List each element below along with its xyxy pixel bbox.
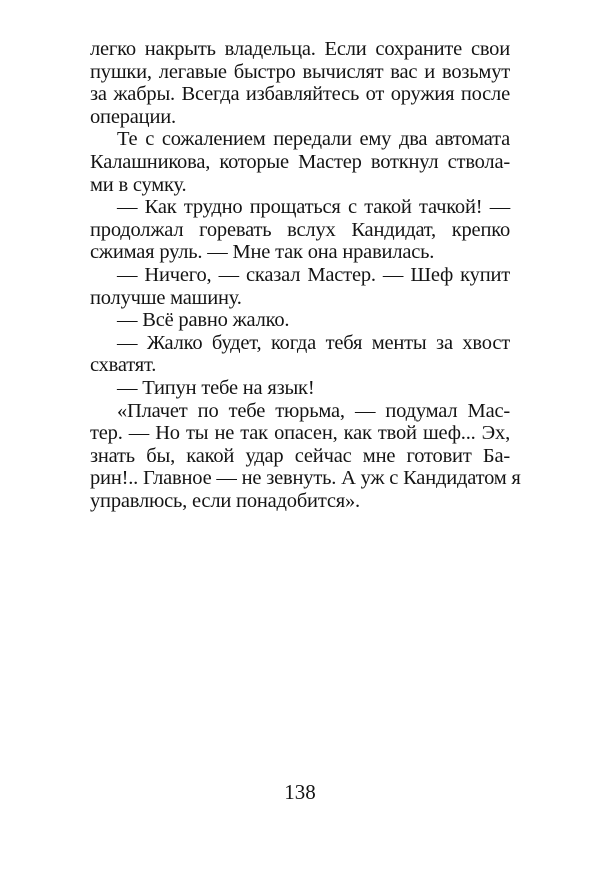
page-number: 138 (284, 780, 316, 804)
text-line: легко накрыть владельца. Если сохраните свои (90, 38, 510, 60)
body-text (90, 38, 521, 512)
text-line: знать бы, какой удар сейчас мне готовит Ба- (90, 444, 510, 467)
text-line: тер. — Но ты не так опасен, как твой шеф... Эх, (90, 422, 510, 445)
text-line: — Ничего, — сказал Мастер. — Шеф купит (117, 263, 510, 286)
text-line: — Жалко будет, когда тебя менты за хвост (117, 331, 510, 354)
text-line: управлюсь, если понадобится». (90, 489, 360, 512)
text-line: сжимая руль. — Мне так она нравилась. (90, 241, 435, 264)
text-line: ми в сумку. (90, 173, 187, 196)
text-line: рин!.. Главное — не зевнуть. А уж с Кандидатом я (90, 467, 521, 490)
text-line: за жабры. Всегда избавляйтесь от оружия после (90, 83, 510, 106)
text-line: «Плачет по тебе тюрьма, — подумал Мас- (117, 399, 510, 422)
text-line: — Всё равно жалко. (117, 309, 290, 332)
text-line: — Как трудно прощаться с такой тачкой! — (117, 196, 510, 219)
text-line: продолжал горевать вслух Кандидат, крепко (90, 218, 510, 241)
text-line: — Типун тебе на язык! (117, 376, 315, 399)
text-line: получше машину. (90, 286, 242, 309)
text-line: пушки, легавые быстро вычислят вас и возьмут (90, 60, 510, 83)
text-line: схватят. (90, 354, 157, 377)
text-line: Те с сожалением передали ему два автомата (117, 128, 510, 151)
text-line: операции. (90, 105, 176, 128)
text-line: Калашникова, которые Мастер воткнул ствола- (90, 150, 510, 173)
